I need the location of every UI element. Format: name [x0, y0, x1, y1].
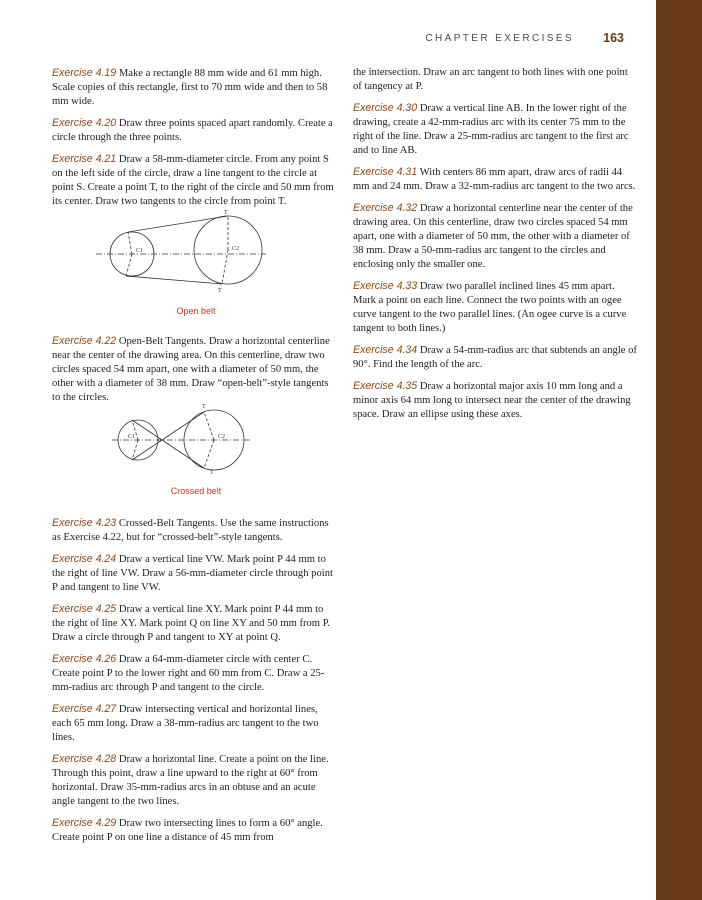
- exercise-4-28: [52, 752, 338, 809]
- exercise-4-31: [353, 165, 639, 194]
- exercise-4-26: [52, 652, 338, 695]
- exercise-4-23: [52, 516, 338, 545]
- label-c1: C1: [128, 434, 136, 440]
- exercise-text: With centers 86 mm apart, draw arcs of radii 44 mm and 24 mm. Draw a 32-mm-radius arc tangent to the two arcs.: [353, 167, 636, 192]
- exercise-text: Draw a horizontal line. Create a point on the line. Through this point, draw a line upward to the right at 60° from horizontal. Draw 35-mm-radius arcs in an obtuse and an acute angle tangent to the two lines.: [52, 754, 329, 807]
- exercise-number: Exercise 4.34: [353, 344, 418, 356]
- exercise-4-35: [353, 379, 639, 422]
- label-c2: C2: [218, 434, 226, 440]
- page-number: 163: [603, 31, 624, 45]
- exercise-number: Exercise 4.27: [52, 703, 117, 715]
- label-t-top: T: [224, 210, 228, 216]
- exercise-text: Draw a horizontal major axis 10 mm long and a minor axis 64 mm long to intersect near the center of the drawing space. Draw an ellipse using these axes.: [353, 381, 631, 420]
- exercise-4-33: [353, 279, 639, 336]
- exercise-text: Draw a horizontal centerline near the center of the drawing area. On this centerline, draw two circles spaced 54 mm apart, one with a diameter of 50 mm, the other with a diameter of 38 mm. Draw a 50-mm-radius arc tangent to the circles and enclosing only the smaller one.: [353, 203, 633, 270]
- right-column: [353, 66, 639, 422]
- label-c2: C2: [232, 246, 240, 252]
- label-t-bottom: T: [210, 470, 214, 476]
- exercise-4-21: [52, 152, 338, 209]
- left-column-top: [52, 66, 338, 209]
- exercise-number: Exercise 4.33: [353, 280, 418, 292]
- exercise-4-25: [52, 602, 338, 645]
- exercise-number: Exercise 4.24: [52, 553, 117, 565]
- label-c1: C1: [136, 248, 144, 254]
- crossed-belt-diagram: [52, 402, 340, 486]
- exercise-text: Crossed-Belt Tangents. Use the same instructions as Exercise 4.22, but for “crossed-belt”-style tangents.: [52, 518, 329, 543]
- exercise-number: Exercise 4.22: [52, 335, 117, 347]
- exercise-4-24: [52, 552, 338, 595]
- exercise-number: Exercise 4.29: [52, 817, 117, 829]
- label-t-top: T: [202, 404, 206, 410]
- exercise-text: Draw two intersecting lines to form a 60° angle. Create point P on one line a distance of 45 mm from: [52, 818, 323, 843]
- exercise-number: Exercise 4.21: [52, 153, 117, 165]
- left-column-bottom: [52, 516, 338, 845]
- figure-open-belt: [52, 206, 340, 316]
- chapter-title: CHAPTER EXERCISES: [425, 33, 574, 44]
- figure-caption: Open belt: [176, 306, 216, 316]
- page-header: [0, 31, 640, 47]
- exercise-4-30: [353, 101, 639, 158]
- exercise-text: Draw intersecting vertical and horizontal lines, each 65 mm long. Draw a 38-mm-radius arc tangent to the two lines.: [52, 704, 319, 743]
- exercise-4-20: [52, 116, 338, 145]
- exercise-text: Draw three points spaced apart randomly. Create a circle through the three points.: [52, 118, 333, 143]
- exercise-number: Exercise 4.19: [52, 67, 117, 79]
- exercise-4-22: [52, 334, 338, 405]
- exercise-text: the intersection. Draw an arc tangent to both lines with one point of tangency at P.: [353, 67, 628, 92]
- left-column-mid: [52, 334, 338, 405]
- cross-tangent-1: [132, 420, 204, 468]
- exercise-text: Draw a vertical line VW. Mark point P 44 mm to the right of line VW. Draw a 56-mm-diameter circle through point P and tangent to line VW.: [52, 554, 333, 593]
- exercise-4-32: [353, 201, 639, 272]
- open-belt-diagram: [52, 206, 340, 306]
- figure-crossed-belt: [52, 402, 340, 496]
- exercise-text: Draw a vertical line XY. Mark point P 44 mm to the right of line XY. Mark point Q on line XY and 50 mm from P. Draw a circle through P and tangent to XY at point Q.: [52, 604, 331, 643]
- exercise-number: Exercise 4.20: [52, 117, 117, 129]
- exercise-text: Draw a vertical line AB. In the lower right of the drawing, create a 42-mm-radius arc with its center 75 mm to the right of the line. Draw a 25-mm-radius arc tangent to the first arc and to line AB.: [353, 103, 629, 156]
- exercise-4-29: [52, 816, 338, 845]
- exercise-number: Exercise 4.26: [52, 653, 117, 665]
- figure-caption: Crossed belt: [170, 486, 222, 496]
- exercise-number: Exercise 4.35: [353, 380, 418, 392]
- exercise-number: Exercise 4.30: [353, 102, 418, 114]
- upper-tangent: [128, 216, 228, 232]
- exercise-number: Exercise 4.28: [52, 753, 117, 765]
- exercise-4-27: [52, 702, 338, 745]
- exercise-number: Exercise 4.25: [52, 603, 117, 615]
- exercise-4-34: [353, 343, 639, 372]
- cross-tangent-2: [132, 412, 204, 460]
- exercise-number: Exercise 4.31: [353, 166, 418, 178]
- exercise-text: Draw a 64-mm-diameter circle with center C. Create point P to the lower right and 60 mm from C. Draw a 25-mm-radius arc through P and tangent to the circle.: [52, 654, 325, 693]
- exercise-text: Open-Belt Tangents. Draw a horizontal centerline near the center of the drawing area. On this centerline, draw two circles spaced 54 mm apart, one with a diameter of 50 mm, the other with a diameter of 38 mm. Draw “open-belt”-style tangents to the circles.: [52, 336, 330, 403]
- chapter-color-bar: [656, 0, 702, 900]
- exercise-text: Draw a 58-mm-diameter circle. From any point S on the left side of the circle, draw a line tangent to the circle at point S. Create a point T, to the right of the circle and 50 mm from its center. Draw two tangents to the circle from point T.: [52, 154, 334, 207]
- exercise-4-29-continued: [353, 66, 639, 94]
- exercise-number: Exercise 4.32: [353, 202, 418, 214]
- label-t-bottom: T: [218, 288, 222, 294]
- exercise-text: Make a rectangle 88 mm wide and 61 mm high. Scale copies of this rectangle, first to 70 mm wide and then to 58 mm wide.: [52, 68, 328, 107]
- exercise-4-19: [52, 66, 338, 109]
- exercise-text: Draw two parallel inclined lines 45 mm apart. Mark a point on each line. Connect the two points with an ogee curve tangent to the two parallel lines. (An ogee curve is a curve tangent to both lines.): [353, 281, 627, 334]
- exercise-text: Draw a 54-mm-radius arc that subtends an angle of 90°. Find the length of the arc.: [353, 345, 637, 370]
- exercise-number: Exercise 4.23: [52, 517, 117, 529]
